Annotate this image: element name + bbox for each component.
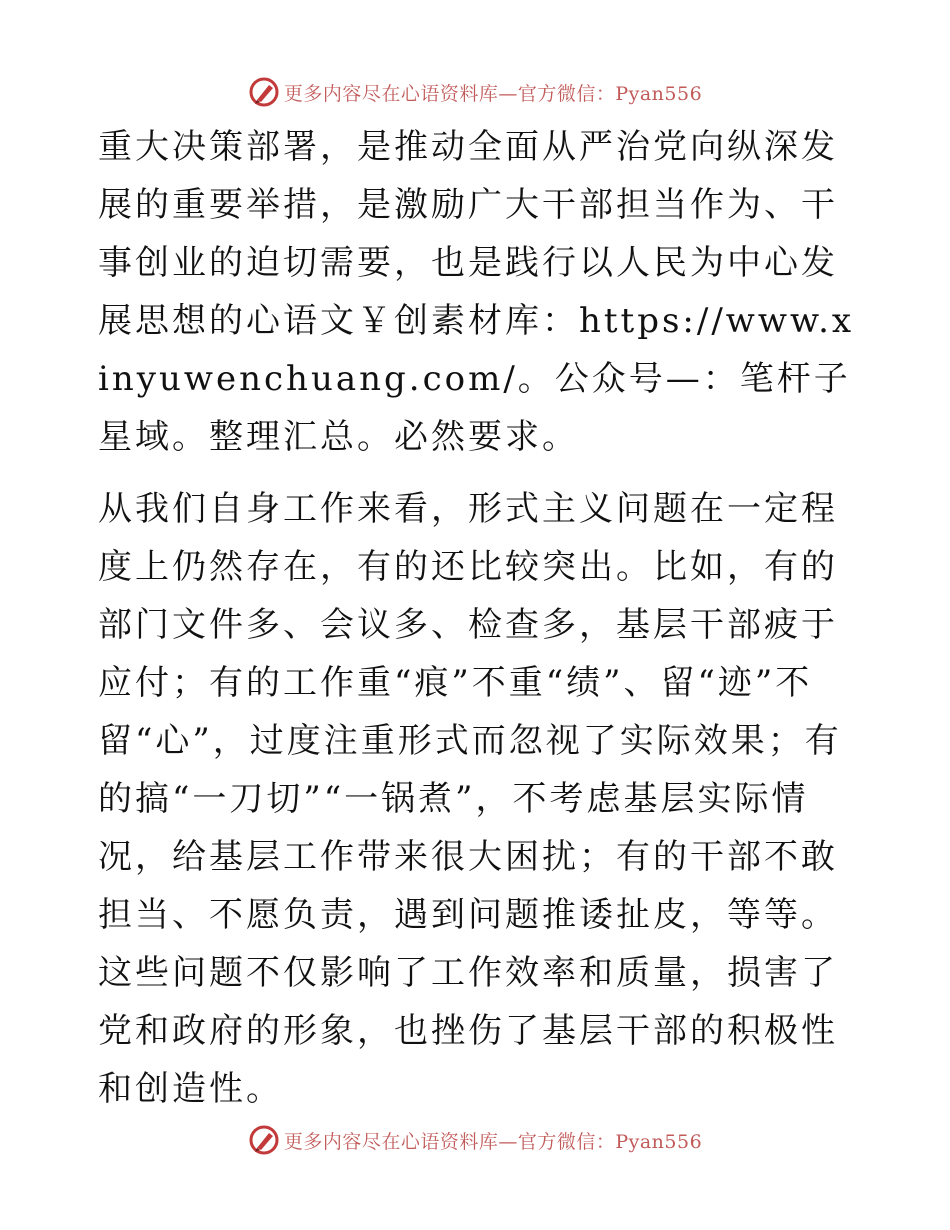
header-banner	[0, 72, 950, 112]
banner-text: 更多内容尽在心语资料库—官方微信：Pyan556	[283, 1130, 703, 1153]
pen-logo-icon	[248, 76, 280, 108]
footer-banner	[0, 1120, 950, 1160]
banner-text: 更多内容尽在心语资料库—官方微信：Pyan556	[283, 82, 703, 105]
pen-logo-icon	[248, 1124, 280, 1156]
paragraph-1: 重大决策部署，是推动全面从严治党向纵深发展的重要举措，是激励广大干部担当作为、干事创业的迫切需要，也是践行以人民为中心发展思想的心语文￥创素材库：https://www.xinyuwenchuang.com/。公众号—：笔杆子星域。整理汇总。必然要求。	[98, 127, 855, 457]
document-body	[98, 118, 858, 1118]
paragraph-2: 从我们自身工作来看，形式主义问题在一定程度上仍然存在，有的还比较突出。比如，有的部门文件多、会议多、检查多，基层干部疲于应付；有的工作重“痕”不重“绩”、留“迹”不留“心”，过度注重形式而忽视了实际效果；有的搞“一刀切”“一锅煮”，不考虑基层实际情况，给基层工作带来很大困扰；有的干部不敢担当、不愿负责，遇到问题推诿扯皮，等等。这些问题不仅影响了工作效率和质量，损害了党和政府的形象，也挫伤了基层干部的积极性和创造性。	[98, 489, 842, 1109]
